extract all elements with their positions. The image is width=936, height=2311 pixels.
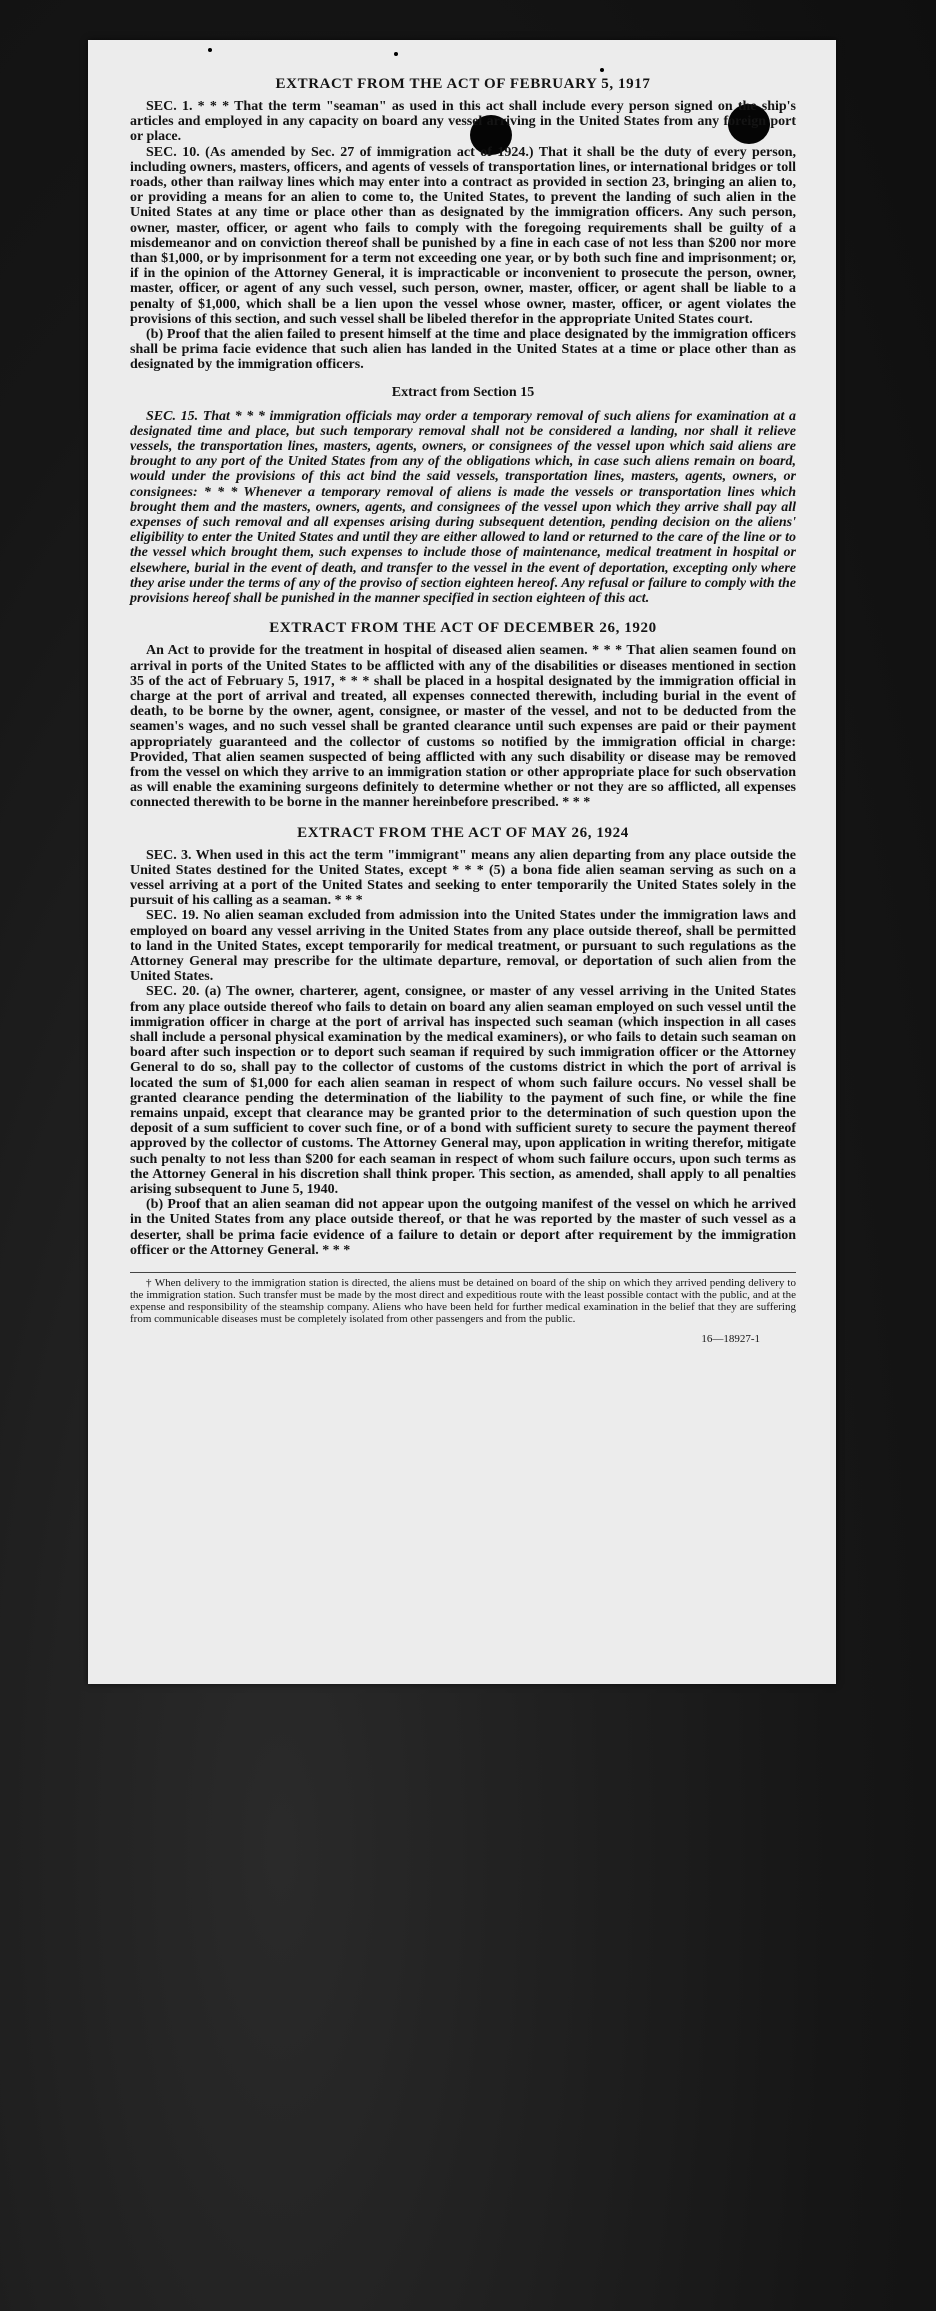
speck [394, 52, 398, 56]
paragraph-sec-15: SEC. 15. That * * * immigration officials may order a temporary removal of such aliens for examination at a designated time and place, but such temporary removal shall not be considered a landing, nor shall it relieve vessels, the transportation lines, masters, agents, owners, or consignees of the vessel upon which said aliens are brought to any port of the United States from any of the obligations which, in case such aliens remain on board, would under the provisions of this act bind the said vessels, transportation lines, masters, agents, owners, or consignees: * * * Whenever a temporary removal of aliens is made the vessels or transportation lines which brought them and the masters, owners, agents, and consignees of the vessel upon which they arrive shall pay all expenses of such removal and all expenses arising during subsequent detention, pending decision on the aliens' eligibility to enter the United States and until they are either allowed to land or returned to the care of the line or to the vessel which brought them, such expenses to include those of maintenance, medical treatment in hospital or elsewhere, burial in the event of death, and transfer to the vessel in the event of deportation, excepting only where they arise under the terms of any of the proviso of section eighteen hereof. Any refusal or failure to comply with the provisions hereof shall be punished in the manner specified in section eighteen of this act. [130, 408, 796, 607]
paragraph-sec-3: SEC. 3. When used in this act the term "immigrant" means any alien departing from any place outside the United States destined for the United States, except * * * (5) a bona fide alien seaman serving as such on a vessel arriving at a port of the United States and seeking to enter temporarily the United States solely in the pursuit of his calling as a seaman. * * * [130, 847, 796, 909]
document-page [88, 40, 836, 1684]
paragraph-sec-19: SEC. 19. No alien seaman excluded from admission into the United States under the immigration laws and employed on board any vessel arriving in the United States from any place outside thereof, shall be permitted to land in the United States, except temporarily for medical treatment, or pursuant to such regulations as the Attorney General may prescribe for the ultimate departure, removal, or deportation of such alien from the United States. [130, 908, 796, 985]
paragraph-sec-20-b: (b) Proof that an alien seaman did not appear upon the outgoing manifest of the vessel on which he arrived in the United States from any place outside thereof, or that he was reported by the master of such vessel as a deserter, shall be prima facie evidence of a failure to detain or deport after requirement by the immigration officer or the Attorney General. * * * [130, 1197, 796, 1258]
paragraph-sec-1: SEC. 1. * * * That the term "seaman" as used in this act shall include every person signed on the ship's articles and employed in any capacity on board any vessel arriving in the United States from any foreign port or place. [130, 99, 796, 145]
speck [208, 48, 212, 52]
paragraph-sec-20-a: SEC. 20. (a) The owner, charterer, agent, consignee, or master of any vessel arriving in the United States from any place outside thereof who fails to detain on board any alien seaman employed on such vessel until the immigration officer in charge at the port of arrival has inspected such seaman (which inspection in all cases shall include a personal physical examination by the medical examiners), or who fails to detain such seaman on board after such inspection or to deport such seaman if required by such immigration officer or the Attorney General to do so, shall pay to the collector of customs of the customs district in which the port of arrival is located the sum of $1,000 for each alien seaman in respect of whom such failure occurs. No vessel shall be granted clearance pending the determination of the liability to the payment of such fine, or while the fine remains unpaid, except that clearance may be granted prior to the determination of such question upon the deposit of a sum sufficient to cover such fine, or of a bond with sufficient surety to secure the payment thereof approved by the collector of customs. The Attorney General may, upon application in writing therefor, mitigate such penalty to not less than $200 for each seaman in respect of whom such failure occurs, upon such terms as the Attorney General in his discretion shall think proper. This section, as amended, shall apply to all penalties arising subsequent to June 5, 1940. [130, 984, 796, 1197]
paragraph-sec-10-b: (b) Proof that the alien failed to present himself at the time and place designated by the immigration officers shall be prima facie evidence that such alien has landed in the United States at a time or place other than as designated by the immigration officers. [130, 327, 796, 373]
section-heading-1924: EXTRACT FROM THE ACT OF MAY 26, 1924 [297, 824, 629, 841]
section-heading-1920: EXTRACT FROM THE ACT OF DECEMBER 26, 1920 [269, 620, 657, 637]
paragraph-act-1920: An Act to provide for the treatment in hospital of diseased alien seamen. * * * That alien seamen found on arrival in ports of the United States to be afflicted with any of the disabilities or diseases mentioned in section 35 of the act of February 5, 1917, * * * shall be placed in a hospital designated by the immigration official in charge at the port of arrival and treated, all expenses connected therewith, including burial in the event of death, to be borne by the owner, agent, consignee, or master of the vessel, and not to be deducted from the seamen's wages, and no such vessel shall be granted clearance until such expenses are paid or their payment appropriately guaranteed and the collector of customs so notified by the immigration official in charge: Provided, That alien seamen suspected of being afflicted with any such disability or disease may be removed from the vessel on which they arrive to an immigration station or other appropriate place for such observation as will enable the examining surgeons definitely to determine whether or not they are so afflicted, all expenses connected therewith to be borne in the manner hereinbefore prescribed. * * * [130, 643, 796, 811]
form-number: 16—18927-1 [701, 1333, 760, 1346]
section-heading-1917: EXTRACT FROM THE ACT OF FEBRUARY 5, 1917 [275, 76, 651, 92]
document-body [130, 62, 796, 1345]
subheading-section-15: Extract from Section 15 [391, 384, 535, 400]
paragraph-sec-10: SEC. 10. (As amended by Sec. 27 of immigration act of 1924.) That it shall be the duty of every person, including owners, masters, officers, and agents of vessels of transportation lines, or international bridges or toll roads, other than railway lines which may enter into a contract as provided in section 23, bringing an alien to, or providing a means for an alien to come to, the United States, to prevent the landing of such alien in the United States at any time or place other than as designated by the immigration officers. Any such person, owner, master, officer, or agent who fails to comply with the foregoing requirements shall be guilty of a misdemeanor and on conviction thereof shall be punished by a fine in each case of not less than $200 nor more than $1,000, or by imprisonment for a term not exceeding one year, or by both such fine and imprisonment; or, if in the opinion of the Attorney General, it is impracticable or inconvenient to prosecute the person, owner, master, officer, or agent of any such vessel, such person, owner, master, officer, or agent shall be liable to a penalty of $1,000, which shall be a lien upon the vessel whose owner, master, officer, or agent violates the provisions of this section, and such vessel shall be libeled therefor in the appropriate United States court. [130, 144, 796, 327]
footnote-text: † When delivery to the immigration station is directed, the aliens must be detained on board of the ship on which they arrived pending delivery to the immigration station. Such transfer must be made by the most direct and expeditious route with the least possible contact with the public, and at the expense and responsibility of the steamship company. Aliens who have been held for further medical examination in the belief that they are suffering from communicable diseases must be completely isolated from other passengers and from the public. [130, 1277, 796, 1326]
footnote [130, 1272, 796, 1325]
